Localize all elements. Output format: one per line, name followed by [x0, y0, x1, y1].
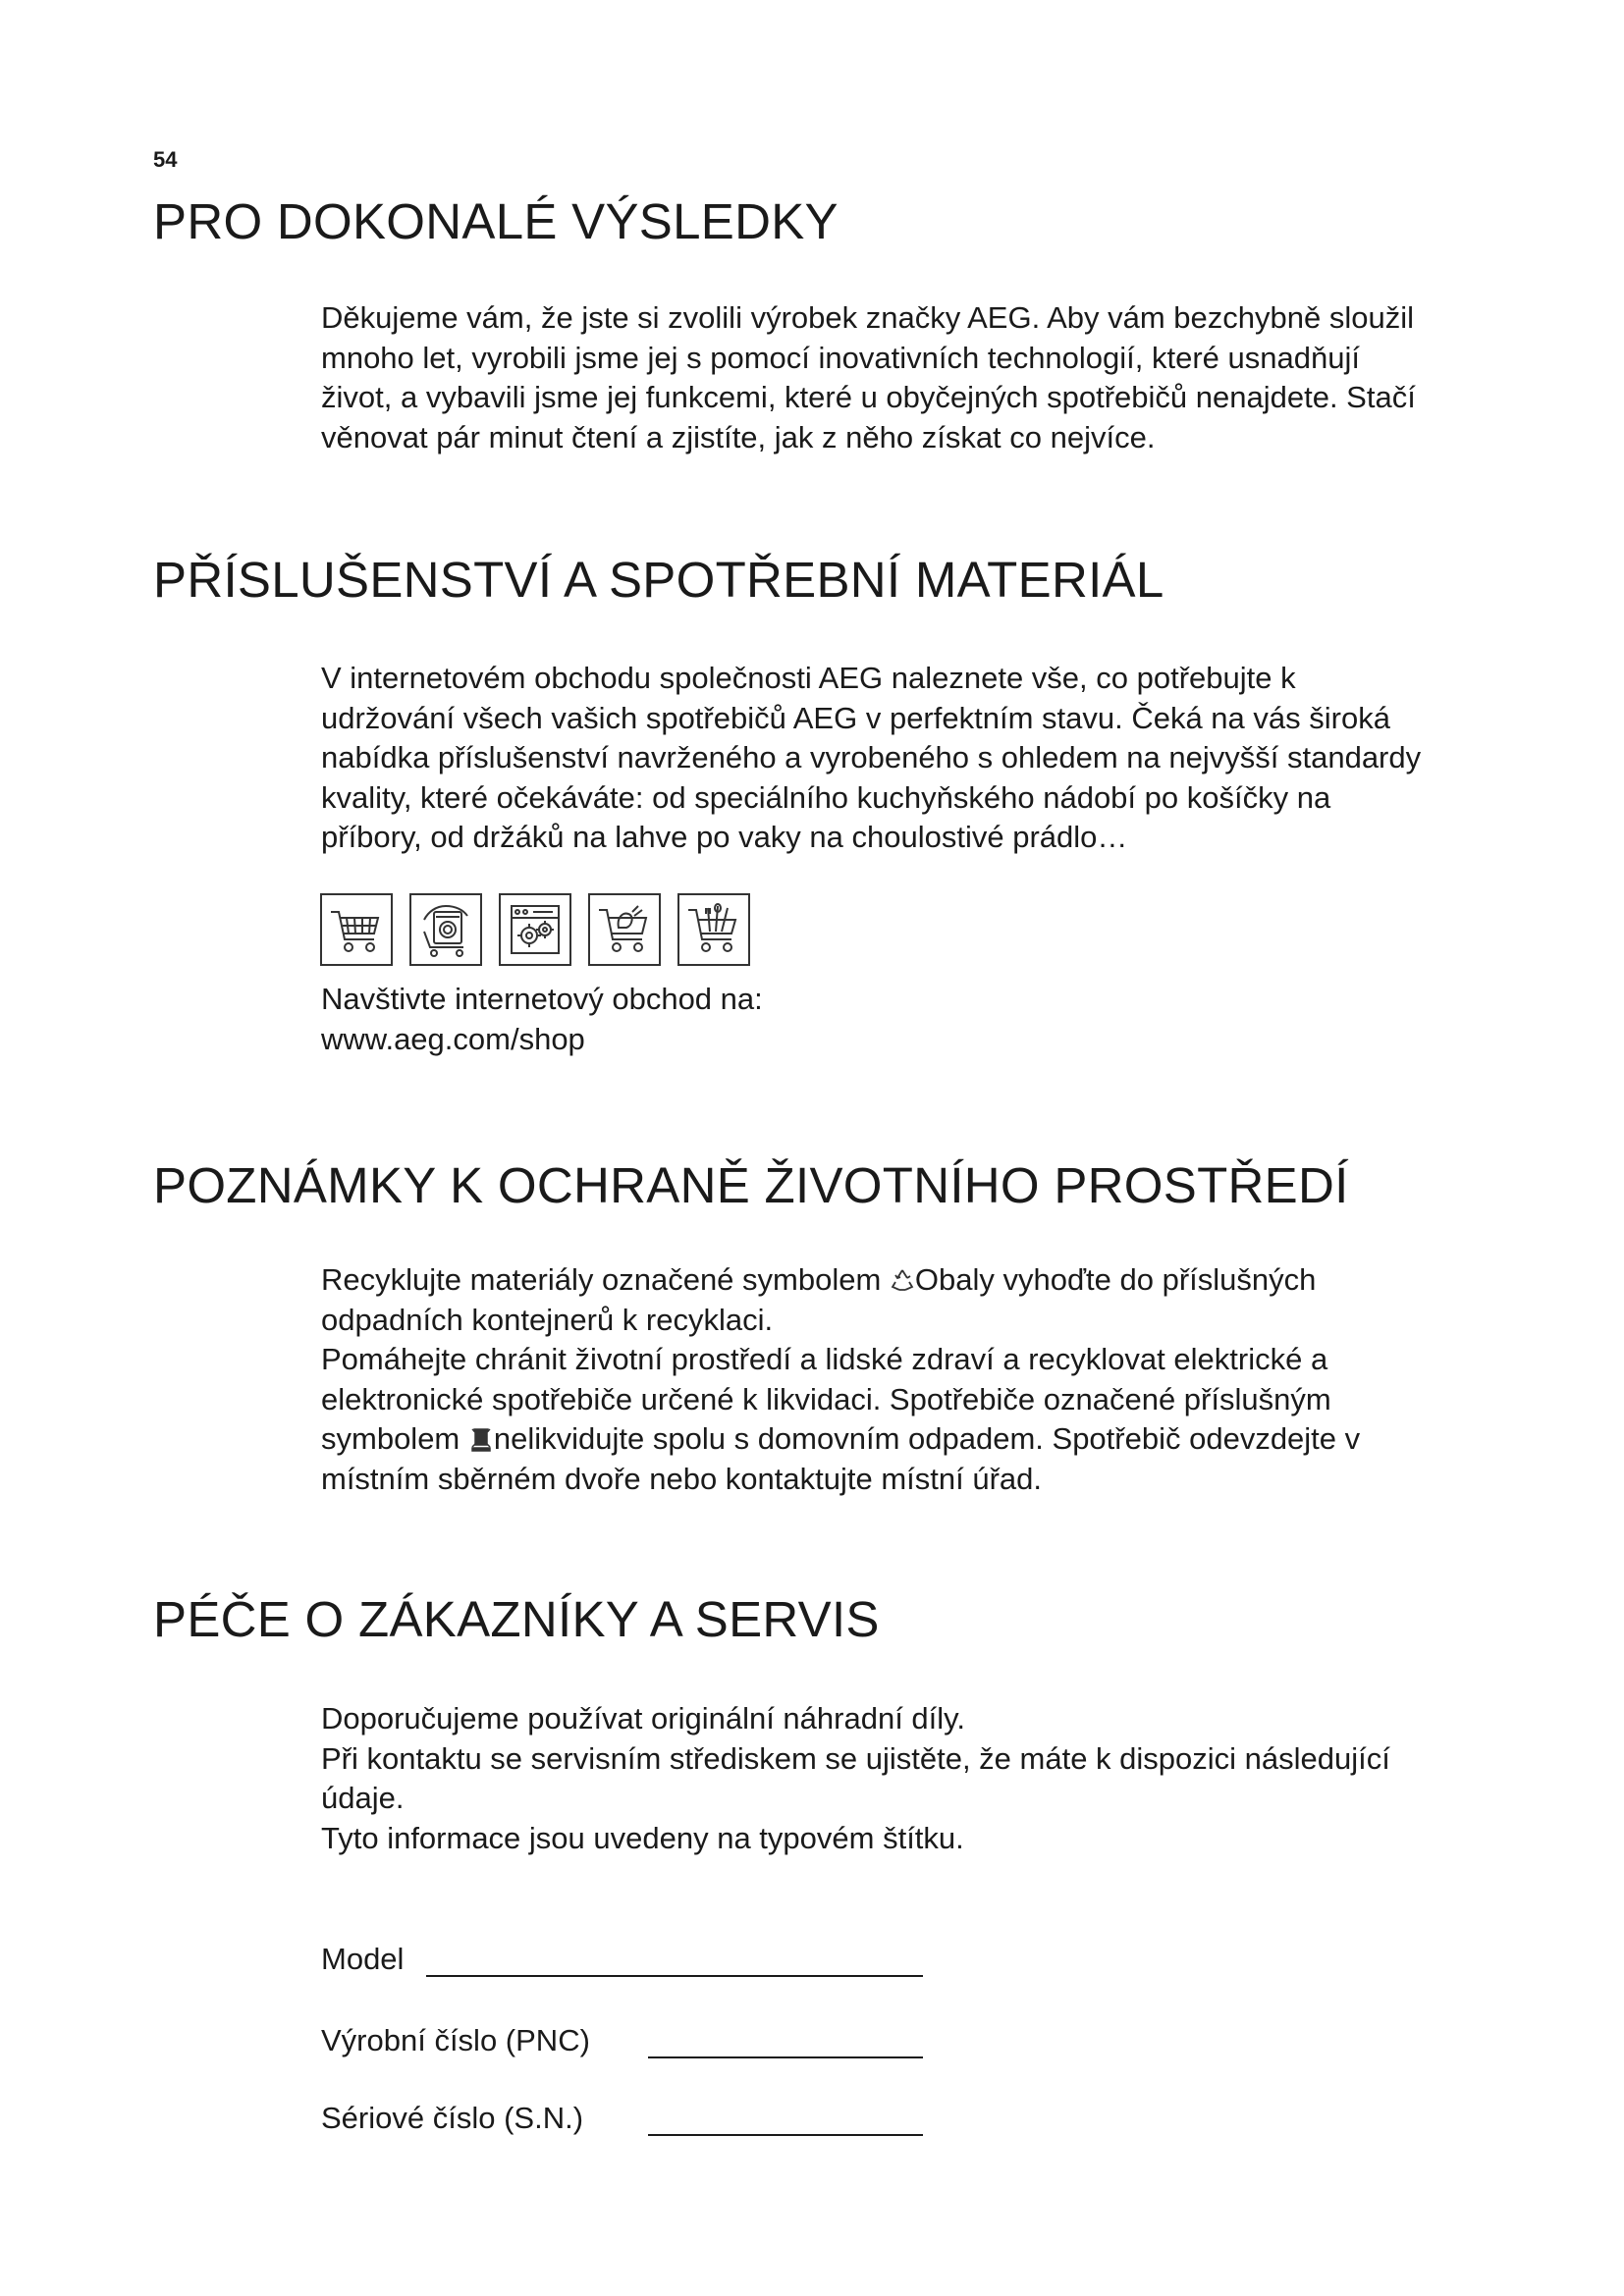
- shop-url-link[interactable]: www.aeg.com/shop: [321, 1021, 585, 1056]
- washing-machine-cart-icon: [409, 893, 482, 966]
- model-label: Model: [321, 1942, 405, 1976]
- text-line: Doporučujeme používat originální náhradní díly.: [321, 1701, 965, 1735]
- text-line: kvality, které očekáváte: od speciálního kuchyňského nádobí po košíčky na: [321, 779, 1331, 815]
- environment-paragraph: [321, 1260, 1539, 1499]
- text-line: Tyto informace jsou uvedeny na typovém štítku.: [321, 1820, 964, 1855]
- text-line: mnoho let, vyrobili jsme jej s pomocí inovativních technologií, které usnadňují: [321, 340, 1360, 375]
- text-line: příbory, od držáků na lahve po vaky na choulostivé prádlo…: [321, 820, 1128, 854]
- cart-accessories-icon: [588, 893, 661, 966]
- recycle-icon: [890, 1267, 915, 1293]
- text-line: Pomáhejte chránit životní prostředí a lidské zdraví a recyklovat elektrické a: [321, 1342, 1328, 1376]
- text-line: udržování všech vašich spotřebičů AEG v perfektním stavu. Čeká na vás široká: [321, 700, 1390, 735]
- text-line: Děkujeme vám, že jste si zvolili výrobek značky AEG. Aby vám bezchybně sloužil: [321, 300, 1415, 335]
- crossed-bin-icon: [468, 1426, 494, 1452]
- accessories-paragraph: [321, 659, 1539, 858]
- pnc-input-line[interactable]: [648, 2056, 923, 2058]
- text-fragment: Obaly vyhoďte do příslušných: [914, 1262, 1317, 1297]
- serial-label: Sériové číslo (S.N.): [321, 2101, 584, 2135]
- text-line: údaje.: [321, 1781, 405, 1815]
- text-fragment: nelikvidujte spolu s domovním odpadem. Spotřebič odevzdejte v: [493, 1421, 1361, 1456]
- pnc-label: Výrobní číslo (PNC): [321, 2023, 590, 2057]
- text-line: elektronické spotřebiče určené k likvidaci. Spotřebiče označené příslušným: [321, 1381, 1331, 1416]
- cart-cutlery-icon: [677, 893, 750, 966]
- text-line: místním sběrném dvoře nebo kontaktujte místní úřad.: [321, 1461, 1043, 1496]
- text-line: V internetovém obchodu společnosti AEG naleznete vše, co potřebujte k: [321, 661, 1296, 695]
- shop-info: [321, 980, 763, 1059]
- text-line: Při kontaktu se servisním střediskem se ujistěte, že máte k dispozici následující: [321, 1740, 1390, 1776]
- serial-input-line[interactable]: [648, 2134, 923, 2136]
- model-input-line[interactable]: [426, 1975, 923, 1977]
- text-fragment: symbolem: [321, 1421, 468, 1456]
- shop-icons-row: [320, 893, 750, 966]
- section-title-service: PÉČE O ZÁKAZNÍKY A SERVIS: [153, 1591, 880, 1647]
- appliance-settings-icon: [499, 893, 571, 966]
- text-line: nabídka příslušenství navrženého a vyrobeného s ohledem na nejvyšší standardy: [321, 740, 1422, 774]
- text-line: odpadních kontejnerů k recyklaci.: [321, 1302, 774, 1337]
- page-number: 54: [153, 147, 178, 172]
- text-line: [321, 1260, 1539, 1301]
- results-paragraph: [321, 298, 1539, 457]
- shopping-cart-icon: [320, 893, 393, 966]
- text-fragment: Recyklujte materiály označené symbolem: [321, 1262, 890, 1297]
- section-title-results: PRO DOKONALÉ VÝSLEDKY: [153, 193, 839, 249]
- text-line: [321, 1419, 1539, 1460]
- section-title-accessories: PŘÍSLUŠENSTVÍ A SPOTŘEBNÍ MATERIÁL: [153, 552, 1164, 608]
- section-title-environment: POZNÁMKY K OCHRANĚ ŽIVOTNÍHO PROSTŘEDÍ: [153, 1157, 1349, 1213]
- text-line: život, a vybavili jsme jej funkcemi, které u obyčejných spotřebičů nenajdete. Stačí: [321, 380, 1416, 414]
- shop-label: Navštivte internetový obchod na:: [321, 982, 763, 1016]
- service-paragraph: [321, 1699, 1539, 1858]
- text-line: věnovat pár minut čtení a zjistíte, jak z něho získat co nejvíce.: [321, 419, 1156, 454]
